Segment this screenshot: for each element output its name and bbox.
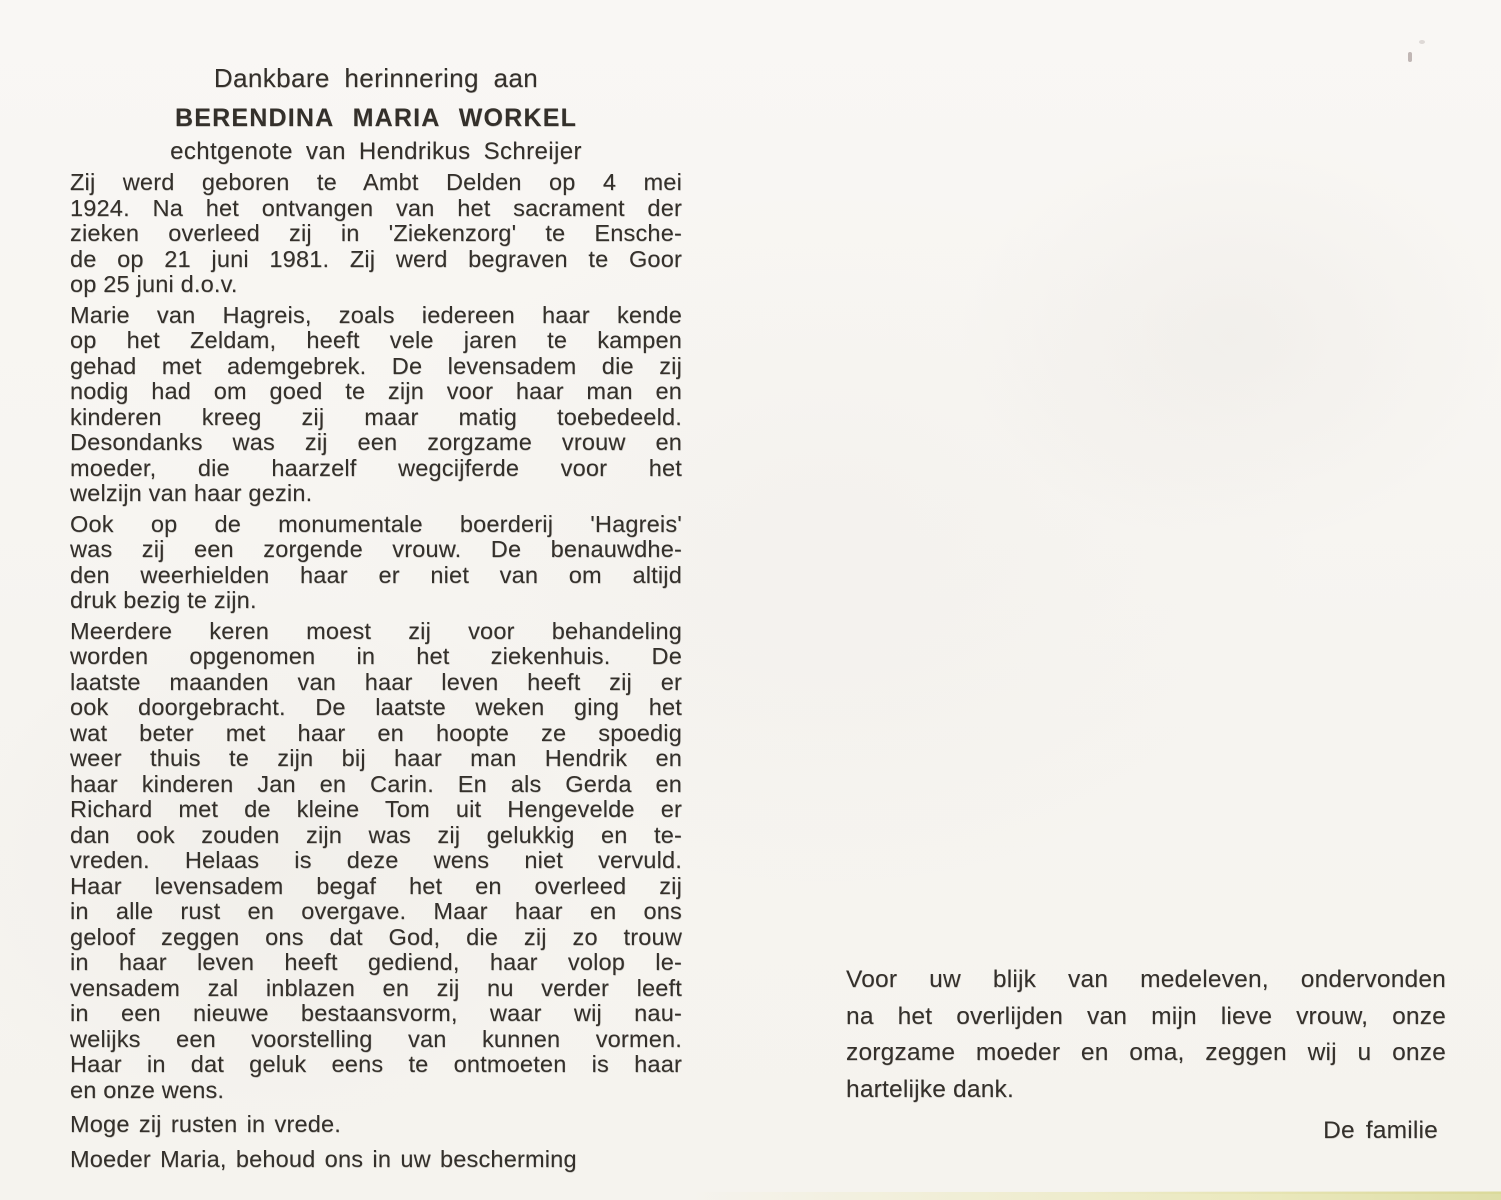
text-line: zieken overleed zij in 'Ziekenzorg' te Ensche- — [70, 220, 682, 246]
text-line: Desondanks was zij een zorgzame vrouw en — [70, 429, 682, 455]
scan-bottom-edge-shadow — [1081, 1191, 1501, 1194]
text-line: Haar levensadem begaf het en overleed zij — [70, 872, 682, 899]
text-line: nodig had om goed te zijn voor haar man en — [70, 378, 682, 404]
text-line: moeder, die haarzelf wegcijferde voor het — [70, 454, 682, 481]
thanks-paragraph — [846, 962, 1446, 1108]
paragraph-birth-death — [70, 170, 682, 298]
paragraph-life-breath — [70, 303, 682, 507]
text-line: in alle rust en overgave. Maar haar en ons — [70, 898, 682, 924]
text-line: vensadem zal inblazen en zij nu verder leeft — [70, 974, 682, 1001]
text-line: op het Zeldam, heeft vele jaren te kampen — [70, 327, 682, 353]
text-line: in haar leven heeft gediend, haar volop le- — [70, 949, 682, 975]
text-line: haar kinderen Jan en Carin. En als Gerda en — [70, 770, 682, 797]
text-line: druk bezig te zijn. — [70, 587, 257, 613]
text-line: zorgzame moeder en oma, zeggen wij u onze — [846, 1039, 1446, 1066]
rest-in-peace-line: Moge zij rusten in vrede. — [70, 1111, 342, 1137]
prayer-line: Moeder Maria, behoud ons in uw bescherming — [70, 1145, 577, 1172]
text-line: Ook op de monumentale boerderij 'Hagreis' — [70, 510, 682, 537]
text-line: welzijn van haar gezin. — [70, 480, 313, 506]
family-signature: De familie — [1323, 1117, 1438, 1144]
text-line: op 25 juni d.o.v. — [70, 271, 238, 297]
text-line: kinderen kreeg zij maar matig toebedeeld. — [70, 403, 682, 430]
text-line: in een nieuwe bestaansvorm, waar wij nau- — [70, 1000, 682, 1026]
deceased-name-heading: BERENDINA MARIA WORKEL — [174, 104, 578, 132]
text-line: de op 21 juni 1981. Zij werd begraven te Goor — [70, 245, 682, 272]
paper-speck — [1408, 52, 1412, 62]
text-line: Haar in dat geluk eens te ontmoeten is haar — [70, 1051, 682, 1077]
text-line: laatste maanden van haar leven heeft zij er — [70, 668, 682, 695]
paragraph-farm — [70, 512, 682, 614]
text-line: Meerdere keren moest zij voor behandeling — [70, 617, 682, 644]
text-line: wat beter met haar en hoopte ze spoedig — [70, 719, 682, 746]
text-line: worden opgenomen in het ziekenhuis. De — [70, 643, 682, 669]
text-line: was zij een zorgende vrouw. De benauwdhe- — [70, 536, 682, 562]
text-line: welijks een voorstelling van kunnen vormen. — [70, 1025, 682, 1052]
dedication-heading: Dankbare herinnering aan — [213, 63, 539, 93]
text-line: ook doorgebracht. De laatste weken ging het — [70, 694, 682, 720]
text-line: geloof zeggen ons dat God, die zij zo trouw — [70, 923, 682, 950]
paragraph-hospital-faith — [70, 619, 682, 1104]
left-column — [70, 64, 682, 1172]
relation-subheading: echtgenote van Hendrikus Schreijer — [170, 138, 582, 165]
paper-speck-faint — [1419, 40, 1425, 44]
text-line: weer thuis te zijn bij haar man Hendrik en — [70, 745, 682, 771]
right-column — [846, 962, 1446, 1146]
text-line: en onze wens. — [70, 1076, 225, 1103]
text-line: gehad met ademgebrek. De levensadem die zij — [70, 352, 682, 379]
text-line: hartelijke dank. — [846, 1075, 1014, 1103]
text-line: 1924. Na het ontvangen van het sacrament der — [70, 194, 682, 221]
text-line: dan ook zouden zijn was zij gelukkig en te- — [70, 821, 682, 848]
text-line: Marie van Hagreis, zoals iedereen haar kende — [70, 301, 682, 328]
text-line: Richard met de kleine Tom uit Hengevelde er — [70, 796, 682, 822]
text-line: Voor uw blijk van medeleven, ondervonden — [846, 966, 1446, 993]
text-line: Zij werd geboren te Ambt Delden op 4 mei — [70, 169, 682, 195]
text-line: na het overlijden van mijn lieve vrouw, onze — [846, 1002, 1446, 1030]
text-line: den weerhielden haar er niet van om altijd — [70, 561, 682, 588]
text-line: vreden. Helaas is deze wens niet vervuld. — [70, 847, 682, 873]
